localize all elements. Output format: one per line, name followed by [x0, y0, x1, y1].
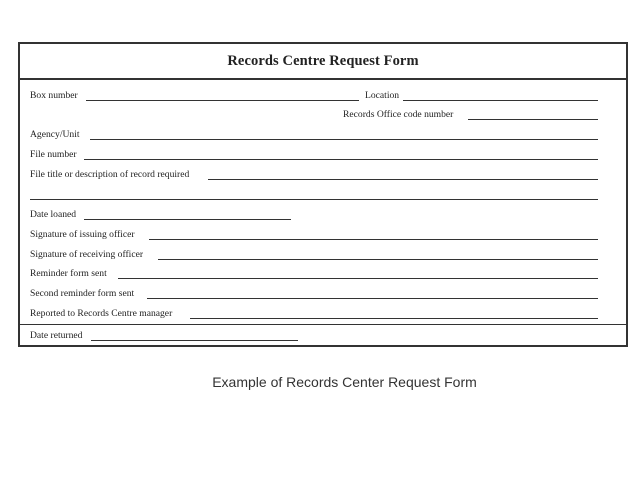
date-loaned-row [30, 208, 598, 222]
records-request-form [18, 42, 628, 347]
reminder-sent-label: Reminder form sent [30, 268, 107, 280]
file-title-label: File title or description of record required [30, 169, 190, 181]
date-returned-separator [20, 324, 626, 325]
date-returned-label: Date returned [30, 330, 83, 342]
reported-manager-row [30, 307, 598, 321]
box-number-field[interactable] [86, 100, 359, 101]
second-reminder-row [30, 287, 598, 301]
records-office-code-field[interactable] [468, 119, 598, 120]
file-title-field[interactable] [208, 179, 598, 180]
date-returned-field[interactable] [91, 340, 298, 341]
sig-receiving-field[interactable] [158, 259, 598, 260]
second-reminder-field[interactable] [147, 298, 598, 299]
second-reminder-label: Second reminder form sent [30, 288, 135, 300]
reported-manager-field[interactable] [190, 318, 598, 319]
agency-unit-label: Agency/Unit [30, 129, 80, 141]
reminder-sent-field[interactable] [118, 278, 598, 279]
date-returned-row [30, 329, 598, 343]
form-title: Records Centre Request Form [227, 52, 419, 69]
file-number-row [30, 148, 598, 162]
file-title-continuation-row [30, 188, 598, 202]
reported-manager-label: Reported to Records Centre manager [30, 308, 173, 320]
location-label: Location [365, 90, 400, 102]
sig-issuing-label: Signature of issuing officer [30, 229, 135, 241]
records-office-code-row [30, 108, 598, 122]
agency-unit-row [30, 128, 598, 142]
date-loaned-field[interactable] [84, 219, 291, 220]
agency-unit-field[interactable] [90, 139, 598, 140]
sig-issuing-row [30, 228, 598, 242]
reminder-sent-row [30, 267, 598, 281]
records-office-code-label: Records Office code number [343, 109, 454, 121]
location-field[interactable] [403, 100, 598, 101]
box-number-row [30, 89, 598, 103]
box-number-label: Box number [30, 90, 78, 102]
file-title-continuation-field[interactable] [30, 199, 598, 200]
file-number-label: File number [30, 149, 77, 161]
figure-caption: Example of Records Center Request Form [212, 374, 477, 390]
file-number-field[interactable] [84, 159, 598, 160]
sig-issuing-field[interactable] [149, 239, 598, 240]
sig-receiving-row [30, 248, 598, 262]
sig-receiving-label: Signature of receiving officer [30, 249, 144, 261]
file-title-row [30, 168, 598, 182]
date-loaned-label: Date loaned [30, 209, 77, 221]
form-title-bar [20, 44, 626, 80]
